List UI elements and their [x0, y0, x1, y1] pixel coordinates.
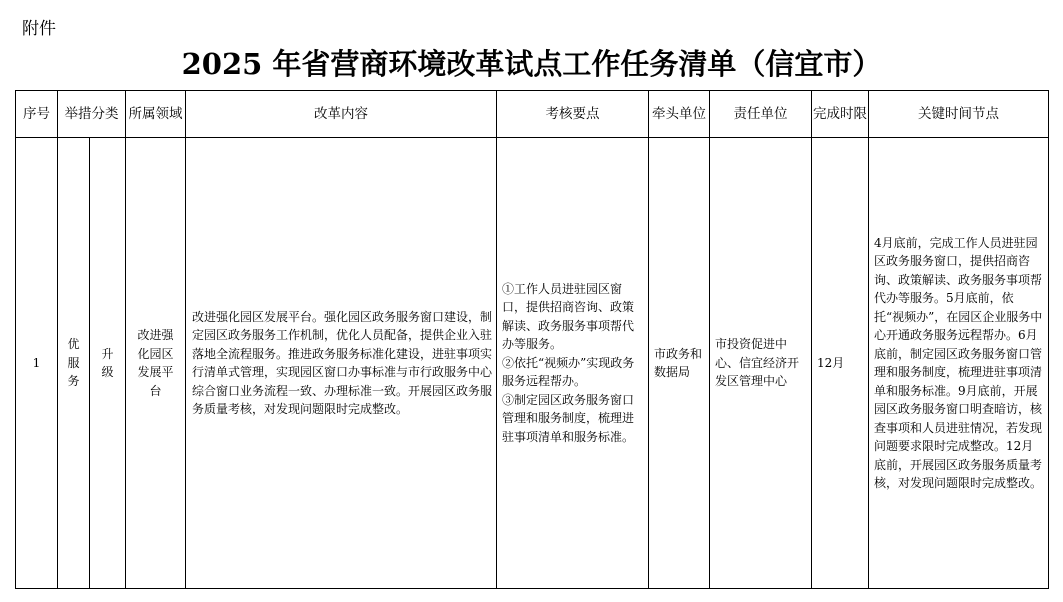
attachment-label: 附件	[22, 19, 56, 39]
cell-deadline: 12月	[812, 138, 869, 589]
cell-milestones: 4月底前，完成工作人员进驻园区政务服务窗口，提供招商咨询、政策解读、政务服务事项帮代办等服务。5月底前，依托“视频办”，在园区企业服务中心开通政务服务远程帮办。6月底前，制定园区政务服务窗口管理和服务制度，梳理进驻事项清单和服务标准。9月底前，开展园区政务服务窗口明查暗访，核查事项和人员进驻情况，若发现问题要求限时完成整改。12月底前，开展园区政务服务质量考核，对发现问题限时完成整改。	[869, 138, 1049, 589]
cell-category-sub: 升级	[90, 138, 126, 589]
cell-field: 改进强化园区发展平台	[126, 138, 186, 589]
header-milestones: 关键时间节点	[869, 91, 1049, 138]
document-title: 2025 年省营商环境改革试点工作任务清单（信宜市）	[181, 47, 882, 81]
header-category: 举措分类	[58, 91, 126, 138]
cell-content: 改进强化园区发展平台。强化园区政务服务窗口建设，制定园区政务服务工作机制，优化人员配备，提供企业入驻落地全流程服务。推进政务服务标准化建设，进驻事项实行清单式管理，实现园区窗口办事标准与市行政服务中心综合窗口业务流程一致、办理标准一致。开展园区政务服务质量考核，对发现问题限时完成整改。	[186, 138, 497, 589]
task-table	[15, 90, 1049, 589]
header-field: 所属领域	[126, 91, 186, 138]
header-content: 改革内容	[186, 91, 497, 138]
header-seq: 序号	[16, 91, 58, 138]
header-deadline: 完成时限	[812, 91, 869, 138]
header-assessment: 考核要点	[497, 91, 649, 138]
table-row	[16, 138, 1049, 589]
cell-category-main: 优服务	[58, 138, 90, 589]
cell-lead-unit: 市政务和数据局	[649, 138, 710, 589]
cell-assessment: ①工作人员进驻园区窗口，提供招商咨询、政策解读、政务服务事项帮代办等服务。 ②依托“视频办”实现政务服务远程帮办。 ③制定园区政务服务窗口管理和服务制度，梳理进驻事项清单和服务标准。	[497, 138, 649, 589]
header-responsible: 责任单位	[710, 91, 812, 138]
header-lead-unit: 牵头单位	[649, 91, 710, 138]
header-row	[16, 91, 1049, 138]
cell-seq: 1	[16, 138, 58, 589]
cell-responsible: 市投资促进中心、信宜经济开发区管理中心	[710, 138, 812, 589]
